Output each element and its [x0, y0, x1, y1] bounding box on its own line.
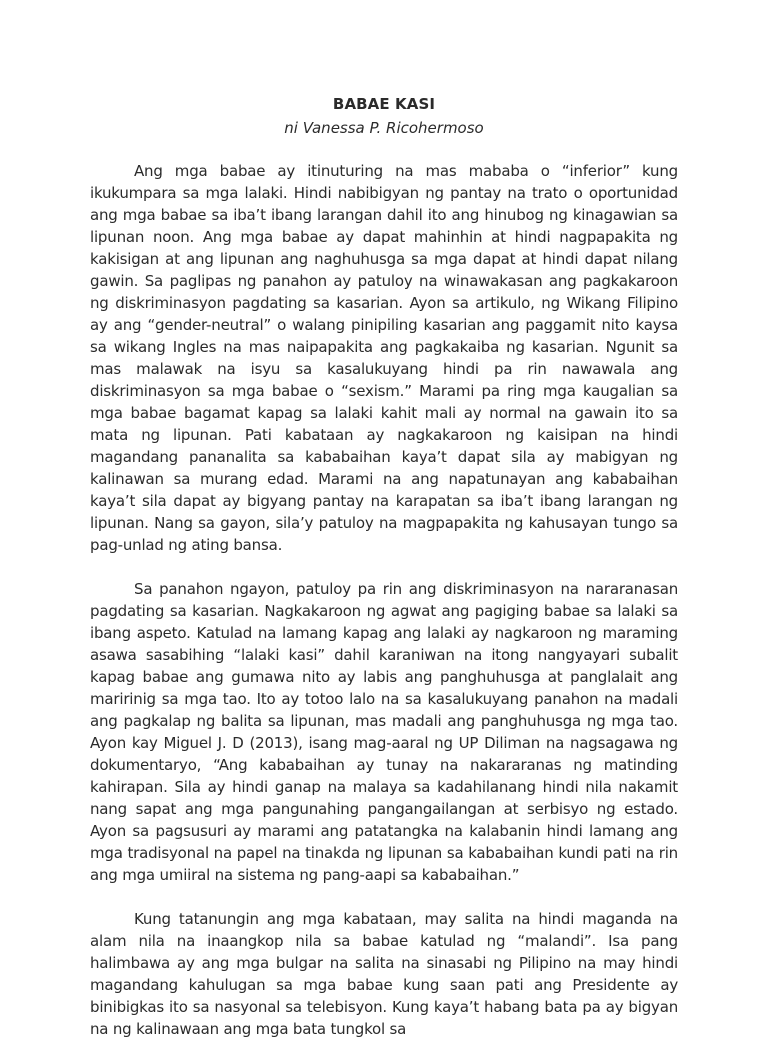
document-body	[90, 94, 678, 1040]
paragraph-1: Ang mga babae ay itinuturing na mas mababa o “inferior” kung ikukumpara sa mga lalaki. Hindi nabibigyan ng pantay na trato o oportunidad ang mga babae sa iba’t ibang larangan dahil ito ang hinubog ng kinagawian sa lipunan noon. Ang mga babae ay dapat mahinhin at hindi nagpapakita ng kakisigan at ang lipunan ang naghuhusga sa mga dapat at hindi dapat nilang gawin. Sa paglipas ng panahon ay patuloy na winawakasan ang pagkakaroon ng diskriminasyon pagdating sa kasarian. Ayon sa artikulo, ng Wikang Filipino ay ang “gender-neutral” o walang pinipiling kasarian ang paggamit nito kaysa sa wikang Ingles na mas naipapakita ang pagkakaiba ng kasarian. Ngunit sa mas malawak na isyu sa kasalukuyang hindi pa rin nawawala ang diskriminasyon sa mga babae o “sexism.” Marami pa ring mga kaugalian sa mga babae bagamat kapag sa lalaki kahit mali ay normal na gawain ito sa mata ng lipunan. Pati kabataan ay nagkakaroon ng kaisipan na hindi magandang pananalita sa kababaihan kaya’t dapat sila ay mabigyan ng kalinawan sa murang edad. Marami na ang napatunayan ang kababaihan kaya’t sila dapat ay bigyang pantay na karapatan sa iba’t ibang larangan ng lipunan. Nang sa gayon, sila’y patuloy na magpapakita ng kahusayan tungo sa pag-unlad ng ating bansa.	[90, 162, 678, 554]
paragraph-3: Kung tatanungin ang mga kabataan, may salita na hindi maganda na alam nila na inaangkop nila sa babae katulad ng “malandi”. Isa pang halimbawa ay ang mga bulgar na salita na sinasabi ng Pilipino na may hindi magandang kahulugan sa mga babae kung saan pati ang Presidente ay binibigkas ito sa nasyonal sa telebisyon. Kung kaya’t habang bata pa ay bigyan na ng kalinawaan ang mga bata tungkol sa	[90, 910, 678, 1038]
document-title: BABAE KASI	[332, 95, 436, 113]
document-author: ni Vanessa P. Ricohermoso	[284, 119, 484, 137]
paragraph-2: Sa panahon ngayon, patuloy pa rin ang diskriminasyon na nararanasan pagdating sa kasarian. Nagkakaroon ng agwat ang pagiging babae sa lalaki sa ibang aspeto. Katulad na lamang kapag ang lalaki ay nagkaroon ng maraming asawa sasabihing “lalaki kasi” dahil karaniwan na itong nangyayari subalit kapag babae ang gumawa nito ay labis ang panghuhusga at panglalait ang maririnig sa mga tao. Ito ay totoo lalo na sa kasalukuyang panahon na madali ang pagkalap ng balita sa lipunan, mas madali ang panghuhusga ng mga tao. Ayon kay Miguel J. D (2013), isang mag-aaral ng UP Diliman na nagsagawa ng dokumentaryo, “Ang kababaihan ay tunay na nakararanas ng matinding kahirapan. Sila ay hindi ganap na malaya sa kadahilanang hindi nila nakamit nang sapat ang mga pangunahing pangangailangan at serbisyo ng estado. Ayon sa pagsusuri ay marami ang patatangka na kalabanin hindi lamang ang mga tradisyonal na papel na tinakda ng lipunan sa kababaihan kundi pati na rin ang mga umiiral na sistema ng pang-aapi sa kababaihan.”	[90, 580, 678, 884]
